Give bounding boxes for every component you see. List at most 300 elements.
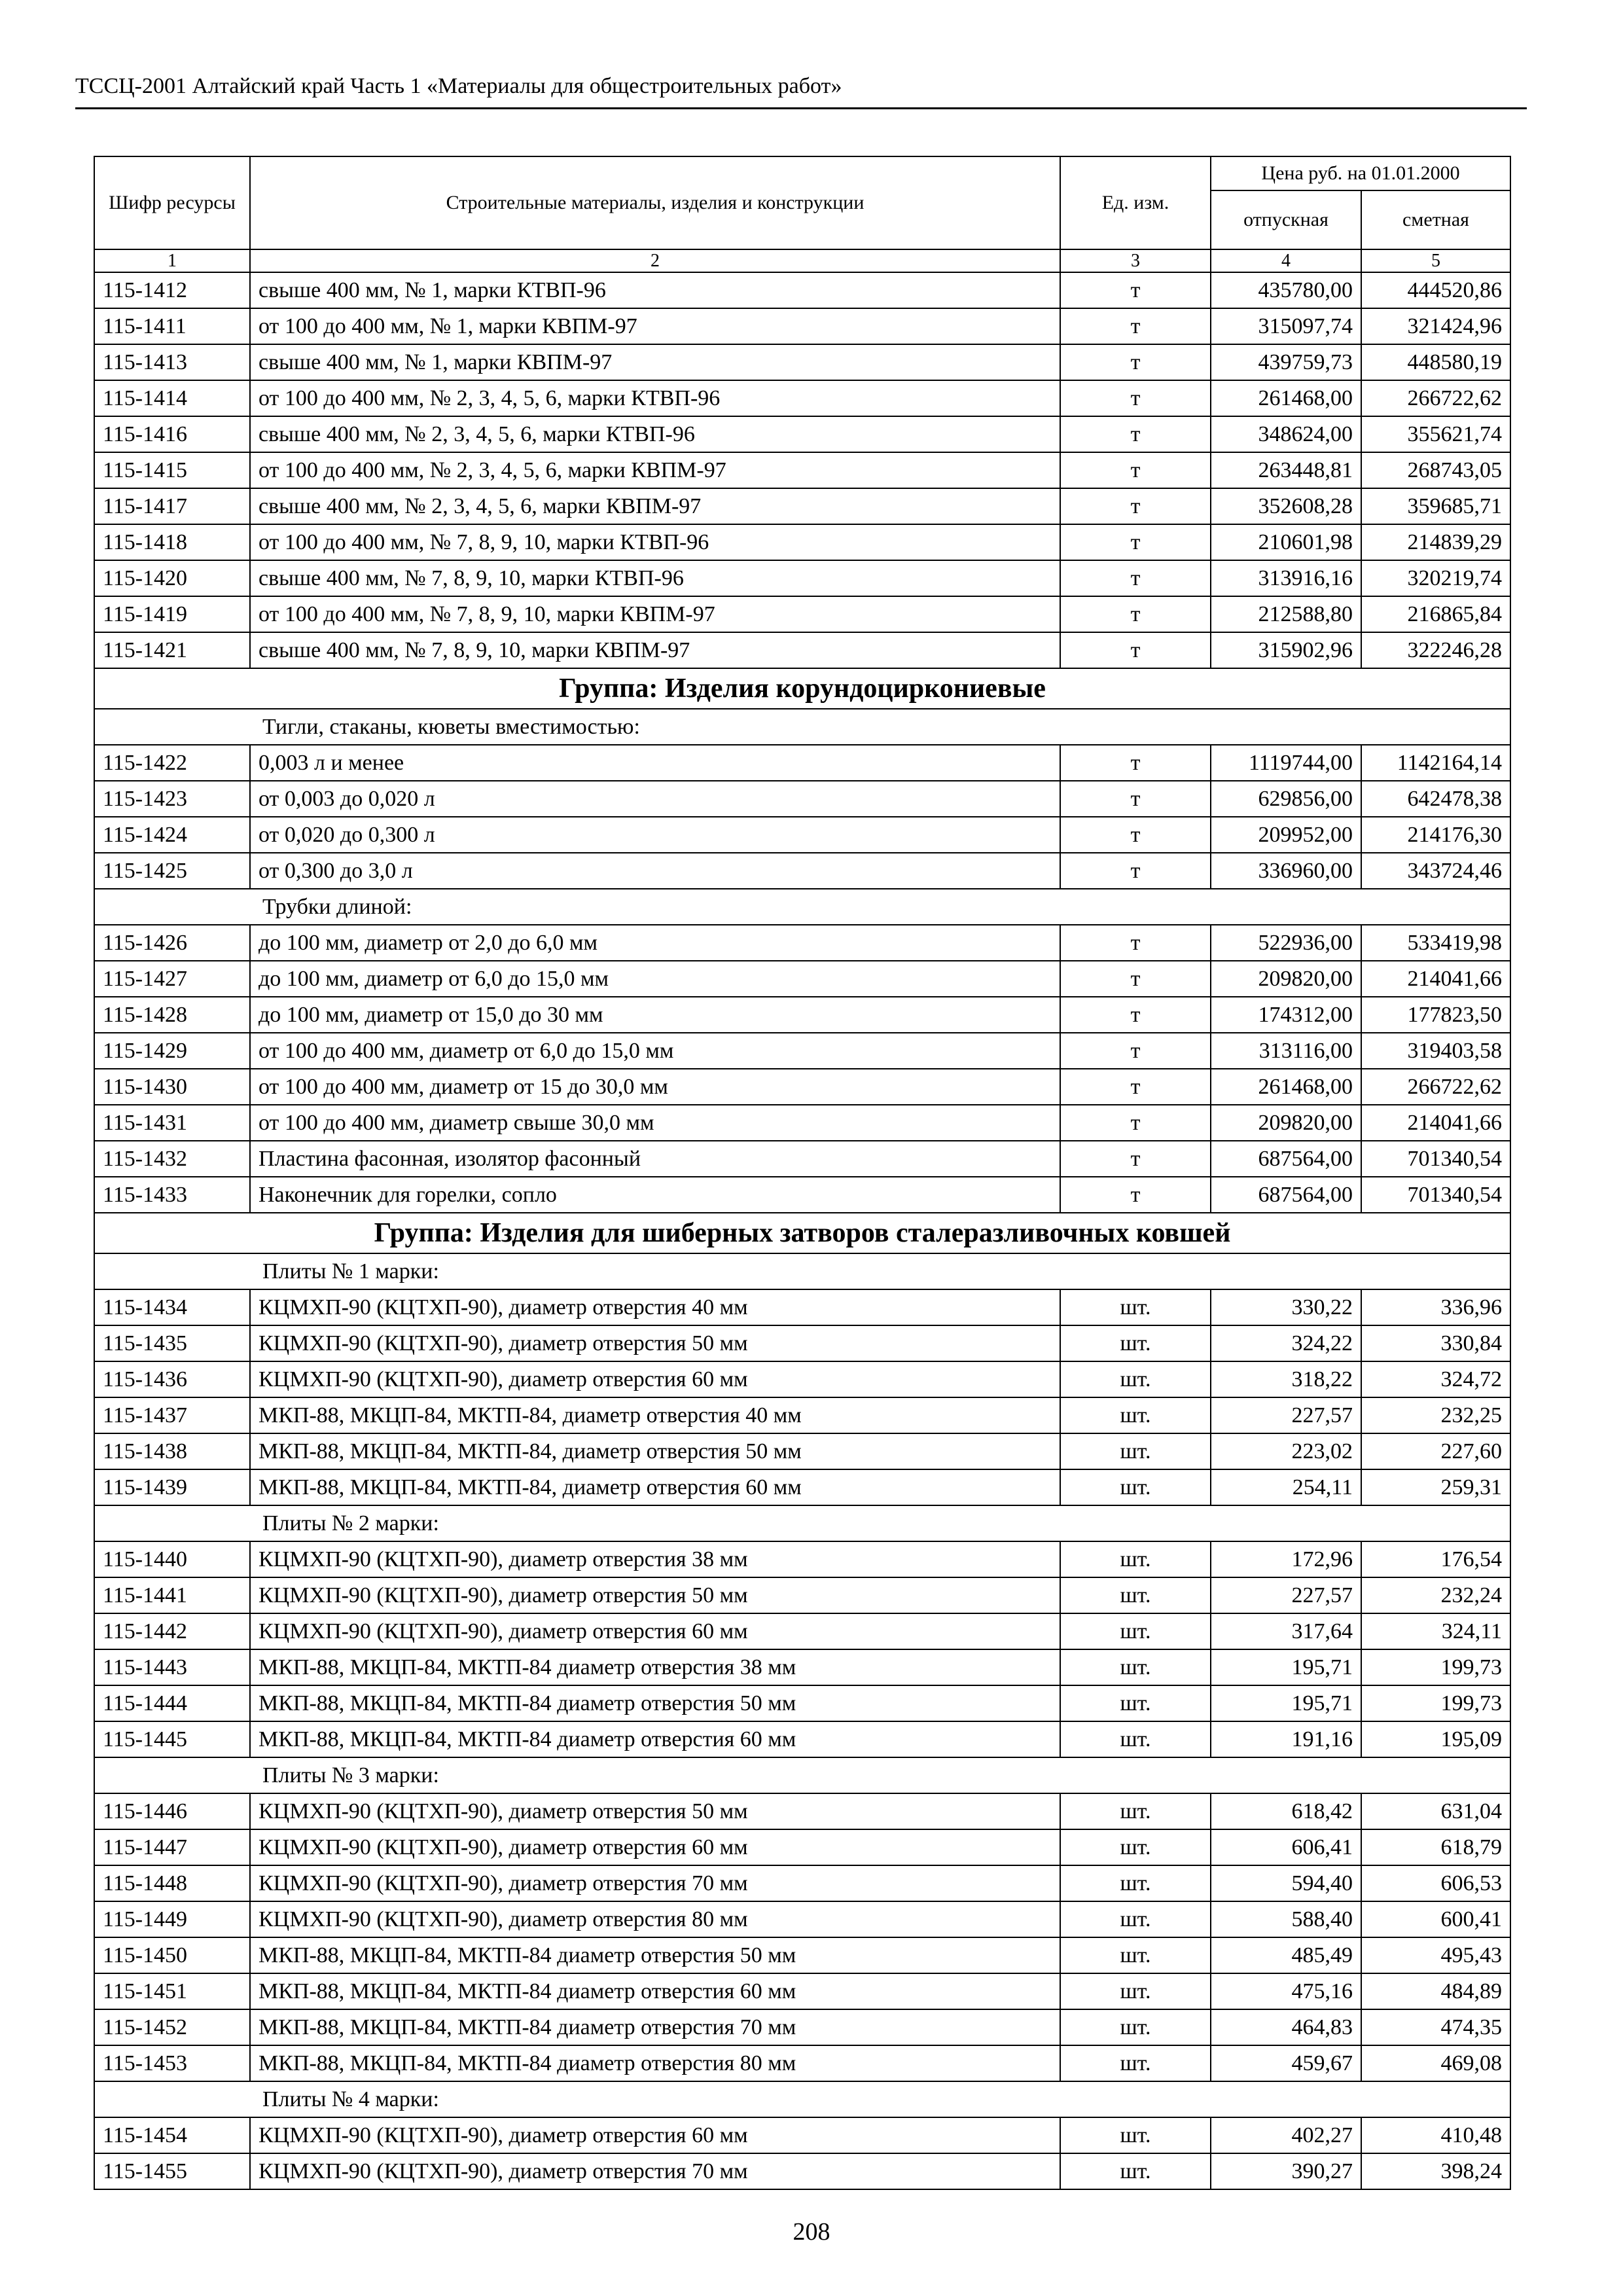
col-number: 3 <box>1060 249 1211 272</box>
release-price: 313116,00 <box>1211 1033 1361 1069</box>
material-name: КЦМХП-90 (КЦТХП-90), диаметр отверстия 40 мм <box>250 1289 1060 1325</box>
release-price: 318,22 <box>1211 1361 1361 1397</box>
material-name: до 100 мм, диаметр от 6,0 до 15,0 мм <box>250 961 1060 997</box>
release-price: 254,11 <box>1211 1469 1361 1505</box>
release-price: 315902,96 <box>1211 632 1361 668</box>
release-price: 315097,74 <box>1211 308 1361 344</box>
group-heading: Группа: Изделия корундоциркониевые <box>94 668 1510 709</box>
release-price: 435780,00 <box>1211 272 1361 308</box>
col-header-name: Строительные материалы, изделия и конструкции <box>250 156 1060 249</box>
table-row <box>94 1649 1510 1685</box>
table-row <box>94 1541 1510 1577</box>
table-row <box>94 781 1510 817</box>
material-name: Пластина фасонная, изолятор фасонный <box>250 1141 1060 1177</box>
resource-code: 115-1428 <box>94 997 250 1033</box>
release-price: 174312,00 <box>1211 997 1361 1033</box>
release-price: 209952,00 <box>1211 817 1361 853</box>
table-row <box>94 1973 1510 2009</box>
estimate-price: 324,11 <box>1361 1613 1510 1649</box>
material-name: КЦМХП-90 (КЦТХП-90), диаметр отверстия 80 мм <box>250 1901 1060 1937</box>
col-number: 2 <box>250 249 1060 272</box>
material-name: от 0,020 до 0,300 л <box>250 817 1060 853</box>
page-number: 208 <box>793 2218 830 2246</box>
resource-code: 115-1447 <box>94 1829 250 1865</box>
material-name: КЦМХП-90 (КЦТХП-90), диаметр отверстия 38 мм <box>250 1541 1060 1577</box>
estimate-price: 266722,62 <box>1361 380 1510 416</box>
estimate-price: 266722,62 <box>1361 1069 1510 1105</box>
unit-cell: шт. <box>1060 1685 1211 1721</box>
unit-cell: шт. <box>1060 1325 1211 1361</box>
estimate-price: 177823,50 <box>1361 997 1510 1033</box>
material-name: от 0,300 до 3,0 л <box>250 853 1060 889</box>
estimate-price: 320219,74 <box>1361 560 1510 596</box>
estimate-price: 232,24 <box>1361 1577 1510 1613</box>
release-price: 195,71 <box>1211 1649 1361 1685</box>
estimate-price: 1142164,14 <box>1361 745 1510 781</box>
col-header-code: Шифр ресурсы <box>94 156 250 249</box>
table-row <box>94 1289 1510 1325</box>
resource-code: 115-1425 <box>94 853 250 889</box>
resource-code: 115-1424 <box>94 817 250 853</box>
resource-code: 115-1421 <box>94 632 250 668</box>
resource-code: 115-1416 <box>94 416 250 452</box>
table-row <box>94 1937 1510 1973</box>
resource-code: 115-1412 <box>94 272 250 308</box>
release-price: 172,96 <box>1211 1541 1361 1577</box>
unit-cell: т <box>1060 1033 1211 1069</box>
release-price: 330,22 <box>1211 1289 1361 1325</box>
resource-code: 115-1433 <box>94 1177 250 1213</box>
material-name: свыше 400 мм, № 1, марки КВПМ-97 <box>250 344 1060 380</box>
estimate-price: 319403,58 <box>1361 1033 1510 1069</box>
estimate-price: 701340,54 <box>1361 1177 1510 1213</box>
unit-cell: т <box>1060 745 1211 781</box>
resource-code: 115-1418 <box>94 524 250 560</box>
subgroup-heading: Плиты № 3 марки: <box>94 1757 1510 1793</box>
table-row <box>94 344 1510 380</box>
estimate-price: 176,54 <box>1361 1541 1510 1577</box>
release-price: 618,42 <box>1211 1793 1361 1829</box>
estimate-price: 268743,05 <box>1361 452 1510 488</box>
group-heading: Группа: Изделия для шиберных затворов сталеразливочных ковшей <box>94 1213 1510 1253</box>
material-name: КЦМХП-90 (КЦТХП-90), диаметр отверстия 50 мм <box>250 1325 1060 1361</box>
release-price: 209820,00 <box>1211 1105 1361 1141</box>
release-price: 227,57 <box>1211 1397 1361 1433</box>
release-price: 263448,81 <box>1211 452 1361 488</box>
unit-cell: шт. <box>1060 1973 1211 2009</box>
unit-cell: т <box>1060 272 1211 308</box>
resource-code: 115-1419 <box>94 596 250 632</box>
unit-cell: т <box>1060 997 1211 1033</box>
subgroup-heading: Трубки длиной: <box>94 889 1510 925</box>
table-row <box>94 524 1510 560</box>
estimate-price: 199,73 <box>1361 1685 1510 1721</box>
release-price: 606,41 <box>1211 1829 1361 1865</box>
table-row <box>94 961 1510 997</box>
estimate-price: 600,41 <box>1361 1901 1510 1937</box>
table-row <box>94 1361 1510 1397</box>
estimate-price: 324,72 <box>1361 1361 1510 1397</box>
estimate-price: 642478,38 <box>1361 781 1510 817</box>
table-row <box>94 632 1510 668</box>
unit-cell: т <box>1060 632 1211 668</box>
release-price: 464,83 <box>1211 2009 1361 2045</box>
table-body <box>94 272 1510 2189</box>
material-name: от 100 до 400 мм, диаметр свыше 30,0 мм <box>250 1105 1060 1141</box>
resource-code: 115-1438 <box>94 1433 250 1469</box>
material-name: МКП-88, МКЦП-84, МКТП-84 диаметр отверстия 38 мм <box>250 1649 1060 1685</box>
estimate-price: 484,89 <box>1361 1973 1510 2009</box>
resource-code: 115-1429 <box>94 1033 250 1069</box>
release-price: 313916,16 <box>1211 560 1361 596</box>
release-price: 687564,00 <box>1211 1177 1361 1213</box>
resource-code: 115-1435 <box>94 1325 250 1361</box>
unit-cell: шт. <box>1060 1793 1211 1829</box>
unit-cell: т <box>1060 781 1211 817</box>
estimate-price: 444520,86 <box>1361 272 1510 308</box>
material-name: КЦМХП-90 (КЦТХП-90), диаметр отверстия 50 мм <box>250 1793 1060 1829</box>
estimate-price: 259,31 <box>1361 1469 1510 1505</box>
resource-code: 115-1439 <box>94 1469 250 1505</box>
table-row <box>94 1105 1510 1141</box>
material-name: КЦМХП-90 (КЦТХП-90), диаметр отверстия 70 мм <box>250 1865 1060 1901</box>
release-price: 209820,00 <box>1211 961 1361 997</box>
unit-cell: т <box>1060 416 1211 452</box>
material-name: до 100 мм, диаметр от 15,0 до 30 мм <box>250 997 1060 1033</box>
table-row <box>94 596 1510 632</box>
unit-cell: т <box>1060 817 1211 853</box>
unit-cell: шт. <box>1060 2009 1211 2045</box>
col-number: 4 <box>1211 249 1361 272</box>
material-name: КЦМХП-90 (КЦТХП-90), диаметр отверстия 60 мм <box>250 1613 1060 1649</box>
unit-cell: шт. <box>1060 1469 1211 1505</box>
release-price: 485,49 <box>1211 1937 1361 1973</box>
unit-cell: шт. <box>1060 1361 1211 1397</box>
resource-code: 115-1442 <box>94 1613 250 1649</box>
estimate-price: 469,08 <box>1361 2045 1510 2081</box>
table-row <box>94 1829 1510 1865</box>
resource-code: 115-1415 <box>94 452 250 488</box>
unit-cell: шт. <box>1060 1649 1211 1685</box>
estimate-price: 355621,74 <box>1361 416 1510 452</box>
estimate-price: 216865,84 <box>1361 596 1510 632</box>
release-price: 324,22 <box>1211 1325 1361 1361</box>
subgroup-row <box>94 889 1510 925</box>
estimate-price: 359685,71 <box>1361 488 1510 524</box>
unit-cell: шт. <box>1060 2153 1211 2189</box>
resource-code: 115-1445 <box>94 1721 250 1757</box>
table-row <box>94 2009 1510 2045</box>
release-price: 261468,00 <box>1211 380 1361 416</box>
material-name: свыше 400 мм, № 7, 8, 9, 10, марки КТВП-96 <box>250 560 1060 596</box>
estimate-price: 195,09 <box>1361 1721 1510 1757</box>
release-price: 390,27 <box>1211 2153 1361 2189</box>
material-name: до 100 мм, диаметр от 2,0 до 6,0 мм <box>250 925 1060 961</box>
material-name: от 0,003 до 0,020 л <box>250 781 1060 817</box>
release-price: 336960,00 <box>1211 853 1361 889</box>
table-row <box>94 1685 1510 1721</box>
release-price: 210601,98 <box>1211 524 1361 560</box>
release-price: 1119744,00 <box>1211 745 1361 781</box>
estimate-price: 199,73 <box>1361 1649 1510 1685</box>
unit-cell: шт. <box>1060 1613 1211 1649</box>
table-row <box>94 272 1510 308</box>
estimate-price: 321424,96 <box>1361 308 1510 344</box>
table-row <box>94 1033 1510 1069</box>
table-row <box>94 2117 1510 2153</box>
table-row <box>94 1177 1510 1213</box>
resource-code: 115-1434 <box>94 1289 250 1325</box>
unit-cell: т <box>1060 925 1211 961</box>
resource-code: 115-1417 <box>94 488 250 524</box>
material-name: свыше 400 мм, № 7, 8, 9, 10, марки КВПМ-97 <box>250 632 1060 668</box>
material-name: от 100 до 400 мм, № 2, 3, 4, 5, 6, марки КВПМ-97 <box>250 452 1060 488</box>
material-name: от 100 до 400 мм, № 7, 8, 9, 10, марки КВПМ-97 <box>250 596 1060 632</box>
running-header: ТССЦ-2001 Алтайский край Часть 1 «Материалы для общестроительных работ» <box>75 73 1527 109</box>
unit-cell: т <box>1060 1069 1211 1105</box>
estimate-price: 227,60 <box>1361 1433 1510 1469</box>
subgroup-row <box>94 1757 1510 1793</box>
resource-code: 115-1427 <box>94 961 250 997</box>
release-price: 402,27 <box>1211 2117 1361 2153</box>
material-name: свыше 400 мм, № 2, 3, 4, 5, 6, марки КТВП-96 <box>250 416 1060 452</box>
release-price: 439759,73 <box>1211 344 1361 380</box>
material-name: КЦМХП-90 (КЦТХП-90), диаметр отверстия 60 мм <box>250 1361 1060 1397</box>
material-name: от 100 до 400 мм, № 7, 8, 9, 10, марки КТВП-96 <box>250 524 1060 560</box>
unit-cell: шт. <box>1060 1865 1211 1901</box>
unit-cell: шт. <box>1060 1829 1211 1865</box>
table-row <box>94 1325 1510 1361</box>
unit-cell: т <box>1060 344 1211 380</box>
material-name: МКП-88, МКЦП-84, МКТП-84 диаметр отверстия 50 мм <box>250 1937 1060 1973</box>
col-header-price: Цена руб. на 01.01.2000 <box>1211 156 1510 190</box>
resource-code: 115-1451 <box>94 1973 250 2009</box>
table-row <box>94 1901 1510 1937</box>
subgroup-row <box>94 1253 1510 1289</box>
table-row <box>94 1469 1510 1505</box>
estimate-price: 448580,19 <box>1361 344 1510 380</box>
resource-code: 115-1454 <box>94 2117 250 2153</box>
resource-code: 115-1440 <box>94 1541 250 1577</box>
release-price: 459,67 <box>1211 2045 1361 2081</box>
price-table <box>94 156 1511 2190</box>
material-name: МКП-88, МКЦП-84, МКТП-84 диаметр отверстия 70 мм <box>250 2009 1060 2045</box>
table-row <box>94 1397 1510 1433</box>
material-name: МКП-88, МКЦП-84, МКТП-84 диаметр отверстия 80 мм <box>250 2045 1060 2081</box>
table-row <box>94 380 1510 416</box>
material-name: от 100 до 400 мм, диаметр от 15 до 30,0 мм <box>250 1069 1060 1105</box>
resource-code: 115-1420 <box>94 560 250 596</box>
release-price: 195,71 <box>1211 1685 1361 1721</box>
table-row <box>94 488 1510 524</box>
estimate-price: 214041,66 <box>1361 961 1510 997</box>
col-header-estimate: сметная <box>1361 190 1510 249</box>
release-price: 629856,00 <box>1211 781 1361 817</box>
release-price: 594,40 <box>1211 1865 1361 1901</box>
unit-cell: т <box>1060 452 1211 488</box>
material-name: 0,003 л и менее <box>250 745 1060 781</box>
estimate-price: 322246,28 <box>1361 632 1510 668</box>
resource-code: 115-1453 <box>94 2045 250 2081</box>
table-row <box>94 560 1510 596</box>
unit-cell: шт. <box>1060 2117 1211 2153</box>
estimate-price: 495,43 <box>1361 1937 1510 1973</box>
table-row <box>94 452 1510 488</box>
release-price: 191,16 <box>1211 1721 1361 1757</box>
table-row <box>94 817 1510 853</box>
unit-cell: т <box>1060 1141 1211 1177</box>
release-price: 212588,80 <box>1211 596 1361 632</box>
release-price: 588,40 <box>1211 1901 1361 1937</box>
material-name: МКП-88, МКЦП-84, МКТП-84 диаметр отверстия 60 мм <box>250 1721 1060 1757</box>
table-row <box>94 1069 1510 1105</box>
column-numbers-row <box>94 249 1510 272</box>
table-row <box>94 745 1510 781</box>
unit-cell: т <box>1060 524 1211 560</box>
resource-code: 115-1422 <box>94 745 250 781</box>
unit-cell: т <box>1060 1105 1211 1141</box>
estimate-price: 398,24 <box>1361 2153 1510 2189</box>
unit-cell: т <box>1060 560 1211 596</box>
group-heading-row <box>94 1213 1510 1253</box>
table-row <box>94 1793 1510 1829</box>
release-price: 475,16 <box>1211 1973 1361 2009</box>
resource-code: 115-1411 <box>94 308 250 344</box>
table-row <box>94 1865 1510 1901</box>
unit-cell: т <box>1060 308 1211 344</box>
material-name: МКП-88, МКЦП-84, МКТП-84, диаметр отверстия 40 мм <box>250 1397 1060 1433</box>
estimate-price: 343724,46 <box>1361 853 1510 889</box>
table-row <box>94 1433 1510 1469</box>
col-number: 1 <box>94 249 250 272</box>
resource-code: 115-1431 <box>94 1105 250 1141</box>
unit-cell: шт. <box>1060 1577 1211 1613</box>
col-header-release: отпускная <box>1211 190 1361 249</box>
subgroup-heading: Тигли, стаканы, кюветы вместимостью: <box>94 709 1510 745</box>
resource-code: 115-1426 <box>94 925 250 961</box>
estimate-price: 336,96 <box>1361 1289 1510 1325</box>
material-name: КЦМХП-90 (КЦТХП-90), диаметр отверстия 60 мм <box>250 1829 1060 1865</box>
resource-code: 115-1423 <box>94 781 250 817</box>
resource-code: 115-1446 <box>94 1793 250 1829</box>
material-name: МКП-88, МКЦП-84, МКТП-84, диаметр отверстия 60 мм <box>250 1469 1060 1505</box>
release-price: 352608,28 <box>1211 488 1361 524</box>
material-name: Наконечник для горелки, сопло <box>250 1177 1060 1213</box>
table-row <box>94 1141 1510 1177</box>
subgroup-heading: Плиты № 4 марки: <box>94 2081 1510 2117</box>
col-number: 5 <box>1361 249 1510 272</box>
material-name: от 100 до 400 мм, № 1, марки КВПМ-97 <box>250 308 1060 344</box>
release-price: 261468,00 <box>1211 1069 1361 1105</box>
unit-cell: т <box>1060 961 1211 997</box>
resource-code: 115-1414 <box>94 380 250 416</box>
unit-cell: т <box>1060 596 1211 632</box>
estimate-price: 533419,98 <box>1361 925 1510 961</box>
material-name: КЦМХП-90 (КЦТХП-90), диаметр отверстия 60 мм <box>250 2117 1060 2153</box>
unit-cell: шт. <box>1060 1397 1211 1433</box>
release-price: 227,57 <box>1211 1577 1361 1613</box>
unit-cell: т <box>1060 380 1211 416</box>
material-name: МКП-88, МКЦП-84, МКТП-84, диаметр отверстия 50 мм <box>250 1433 1060 1469</box>
material-name: от 100 до 400 мм, диаметр от 6,0 до 15,0 мм <box>250 1033 1060 1069</box>
estimate-price: 410,48 <box>1361 2117 1510 2153</box>
unit-cell: т <box>1060 1177 1211 1213</box>
estimate-price: 606,53 <box>1361 1865 1510 1901</box>
unit-cell: шт. <box>1060 1937 1211 1973</box>
resource-code: 115-1413 <box>94 344 250 380</box>
resource-code: 115-1444 <box>94 1685 250 1721</box>
estimate-price: 214176,30 <box>1361 817 1510 853</box>
estimate-price: 330,84 <box>1361 1325 1510 1361</box>
material-name: КЦМХП-90 (КЦТХП-90), диаметр отверстия 70 мм <box>250 2153 1060 2189</box>
table-row <box>94 2045 1510 2081</box>
table-row <box>94 308 1510 344</box>
resource-code: 115-1450 <box>94 1937 250 1973</box>
resource-code: 115-1436 <box>94 1361 250 1397</box>
resource-code: 115-1437 <box>94 1397 250 1433</box>
subgroup-row <box>94 2081 1510 2117</box>
table-row <box>94 416 1510 452</box>
table-row <box>94 997 1510 1033</box>
estimate-price: 214839,29 <box>1361 524 1510 560</box>
group-heading-row <box>94 668 1510 709</box>
unit-cell: шт. <box>1060 2045 1211 2081</box>
table-row <box>94 2153 1510 2189</box>
resource-code: 115-1430 <box>94 1069 250 1105</box>
table-row <box>94 925 1510 961</box>
release-price: 522936,00 <box>1211 925 1361 961</box>
estimate-price: 618,79 <box>1361 1829 1510 1865</box>
subgroup-row <box>94 709 1510 745</box>
table-row <box>94 1613 1510 1649</box>
material-name: свыше 400 мм, № 1, марки КТВП-96 <box>250 272 1060 308</box>
material-name: МКП-88, МКЦП-84, МКТП-84 диаметр отверстия 50 мм <box>250 1685 1060 1721</box>
subgroup-heading: Плиты № 1 марки: <box>94 1253 1510 1289</box>
material-name: КЦМХП-90 (КЦТХП-90), диаметр отверстия 50 мм <box>250 1577 1060 1613</box>
resource-code: 115-1443 <box>94 1649 250 1685</box>
table-row <box>94 1721 1510 1757</box>
estimate-price: 474,35 <box>1361 2009 1510 2045</box>
resource-code: 115-1452 <box>94 2009 250 2045</box>
unit-cell: т <box>1060 853 1211 889</box>
release-price: 317,64 <box>1211 1613 1361 1649</box>
unit-cell: т <box>1060 488 1211 524</box>
resource-code: 115-1441 <box>94 1577 250 1613</box>
unit-cell: шт. <box>1060 1541 1211 1577</box>
table-row <box>94 1577 1510 1613</box>
resource-code: 115-1432 <box>94 1141 250 1177</box>
subgroup-row <box>94 1505 1510 1541</box>
unit-cell: шт. <box>1060 1289 1211 1325</box>
subgroup-heading: Плиты № 2 марки: <box>94 1505 1510 1541</box>
estimate-price: 214041,66 <box>1361 1105 1510 1141</box>
resource-code: 115-1455 <box>94 2153 250 2189</box>
material-name: свыше 400 мм, № 2, 3, 4, 5, 6, марки КВПМ-97 <box>250 488 1060 524</box>
release-price: 223,02 <box>1211 1433 1361 1469</box>
estimate-price: 631,04 <box>1361 1793 1510 1829</box>
material-name: МКП-88, МКЦП-84, МКТП-84 диаметр отверстия 60 мм <box>250 1973 1060 2009</box>
table-row <box>94 853 1510 889</box>
material-name: от 100 до 400 мм, № 2, 3, 4, 5, 6, марки КТВП-96 <box>250 380 1060 416</box>
resource-code: 115-1449 <box>94 1901 250 1937</box>
unit-cell: шт. <box>1060 1901 1211 1937</box>
unit-cell: шт. <box>1060 1433 1211 1469</box>
release-price: 348624,00 <box>1211 416 1361 452</box>
unit-cell: шт. <box>1060 1721 1211 1757</box>
estimate-price: 232,25 <box>1361 1397 1510 1433</box>
resource-code: 115-1448 <box>94 1865 250 1901</box>
col-header-unit: Ед. изм. <box>1060 156 1211 249</box>
